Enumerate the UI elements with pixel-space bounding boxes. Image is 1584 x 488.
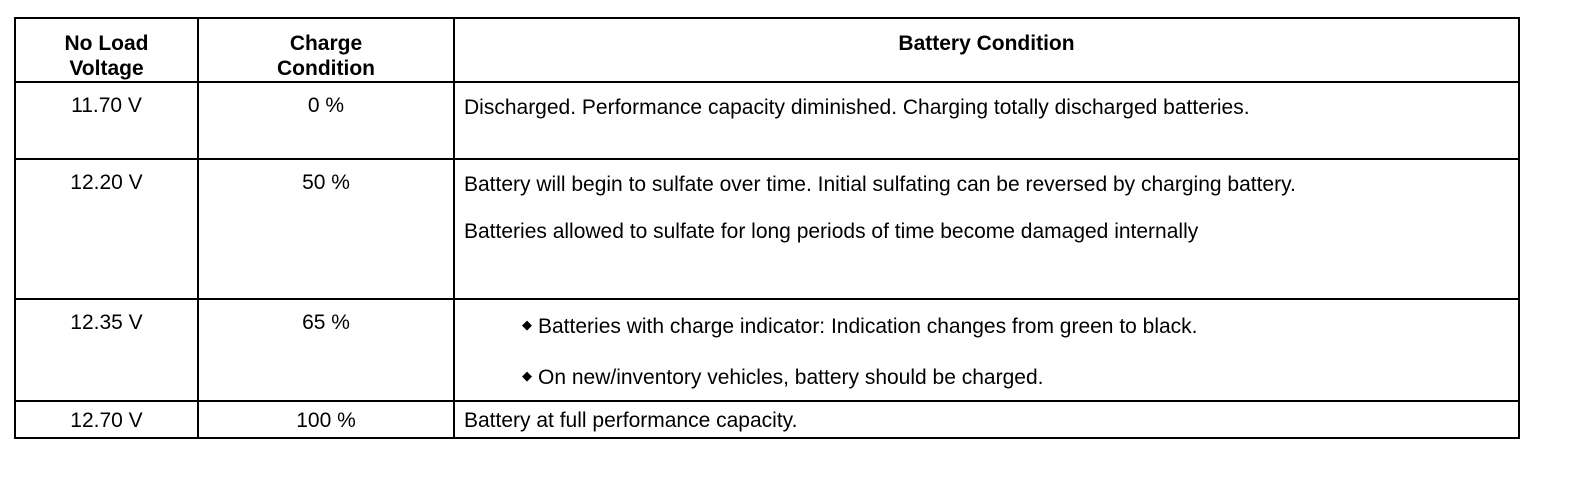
- cell-voltage: 12.20 V: [15, 159, 198, 299]
- header-no-load-voltage-line2: Voltage: [69, 57, 144, 80]
- cell-charge: 100 %: [198, 401, 454, 438]
- table-row: [15, 82, 1519, 159]
- diamond-bullet-icon: ◆: [522, 317, 532, 332]
- header-no-load-voltage: [15, 18, 198, 82]
- cell-voltage: 12.70 V: [15, 401, 198, 438]
- header-battery-condition: Battery Condition: [454, 18, 1519, 82]
- condition-bullet-item: [522, 312, 1510, 339]
- condition-bullet-list: [464, 312, 1510, 390]
- header-charge-condition: [198, 18, 454, 82]
- table-row: [15, 159, 1519, 299]
- condition-text: Battery will begin to sulfate over time. Initial sulfating can be reversed by charging battery.: [464, 173, 1296, 196]
- bullet-text: On new/inventory vehicles, battery should be charged.: [538, 366, 1044, 389]
- cell-condition: [454, 401, 1519, 438]
- battery-condition-table: [14, 17, 1520, 439]
- cell-voltage: 11.70 V: [15, 82, 198, 159]
- cell-condition: [454, 82, 1519, 159]
- table-header-row: [15, 18, 1519, 82]
- diamond-bullet-icon: ◆: [522, 368, 532, 383]
- cell-charge: 65 %: [198, 299, 454, 401]
- cell-charge: 50 %: [198, 159, 454, 299]
- header-no-load-voltage-line1: No Load: [64, 32, 149, 55]
- bullet-text: Batteries with charge indicator: Indication changes from green to black.: [538, 315, 1198, 338]
- cell-condition: [454, 299, 1519, 401]
- condition-text: Battery at full performance capacity.: [464, 409, 798, 432]
- condition-bullet-item: [522, 363, 1510, 390]
- cell-charge: 0 %: [198, 82, 454, 159]
- cell-condition: [454, 159, 1519, 299]
- header-charge-condition-line2: Condition: [277, 57, 375, 80]
- header-charge-condition-line1: Charge: [289, 32, 363, 55]
- cell-voltage: 12.35 V: [15, 299, 198, 401]
- table-row: [15, 401, 1519, 438]
- table-row: [15, 299, 1519, 401]
- condition-text: Batteries allowed to sulfate for long periods of time become damaged internally: [464, 220, 1199, 243]
- condition-text: Discharged. Performance capacity diminished. Charging totally discharged batteries.: [464, 96, 1250, 119]
